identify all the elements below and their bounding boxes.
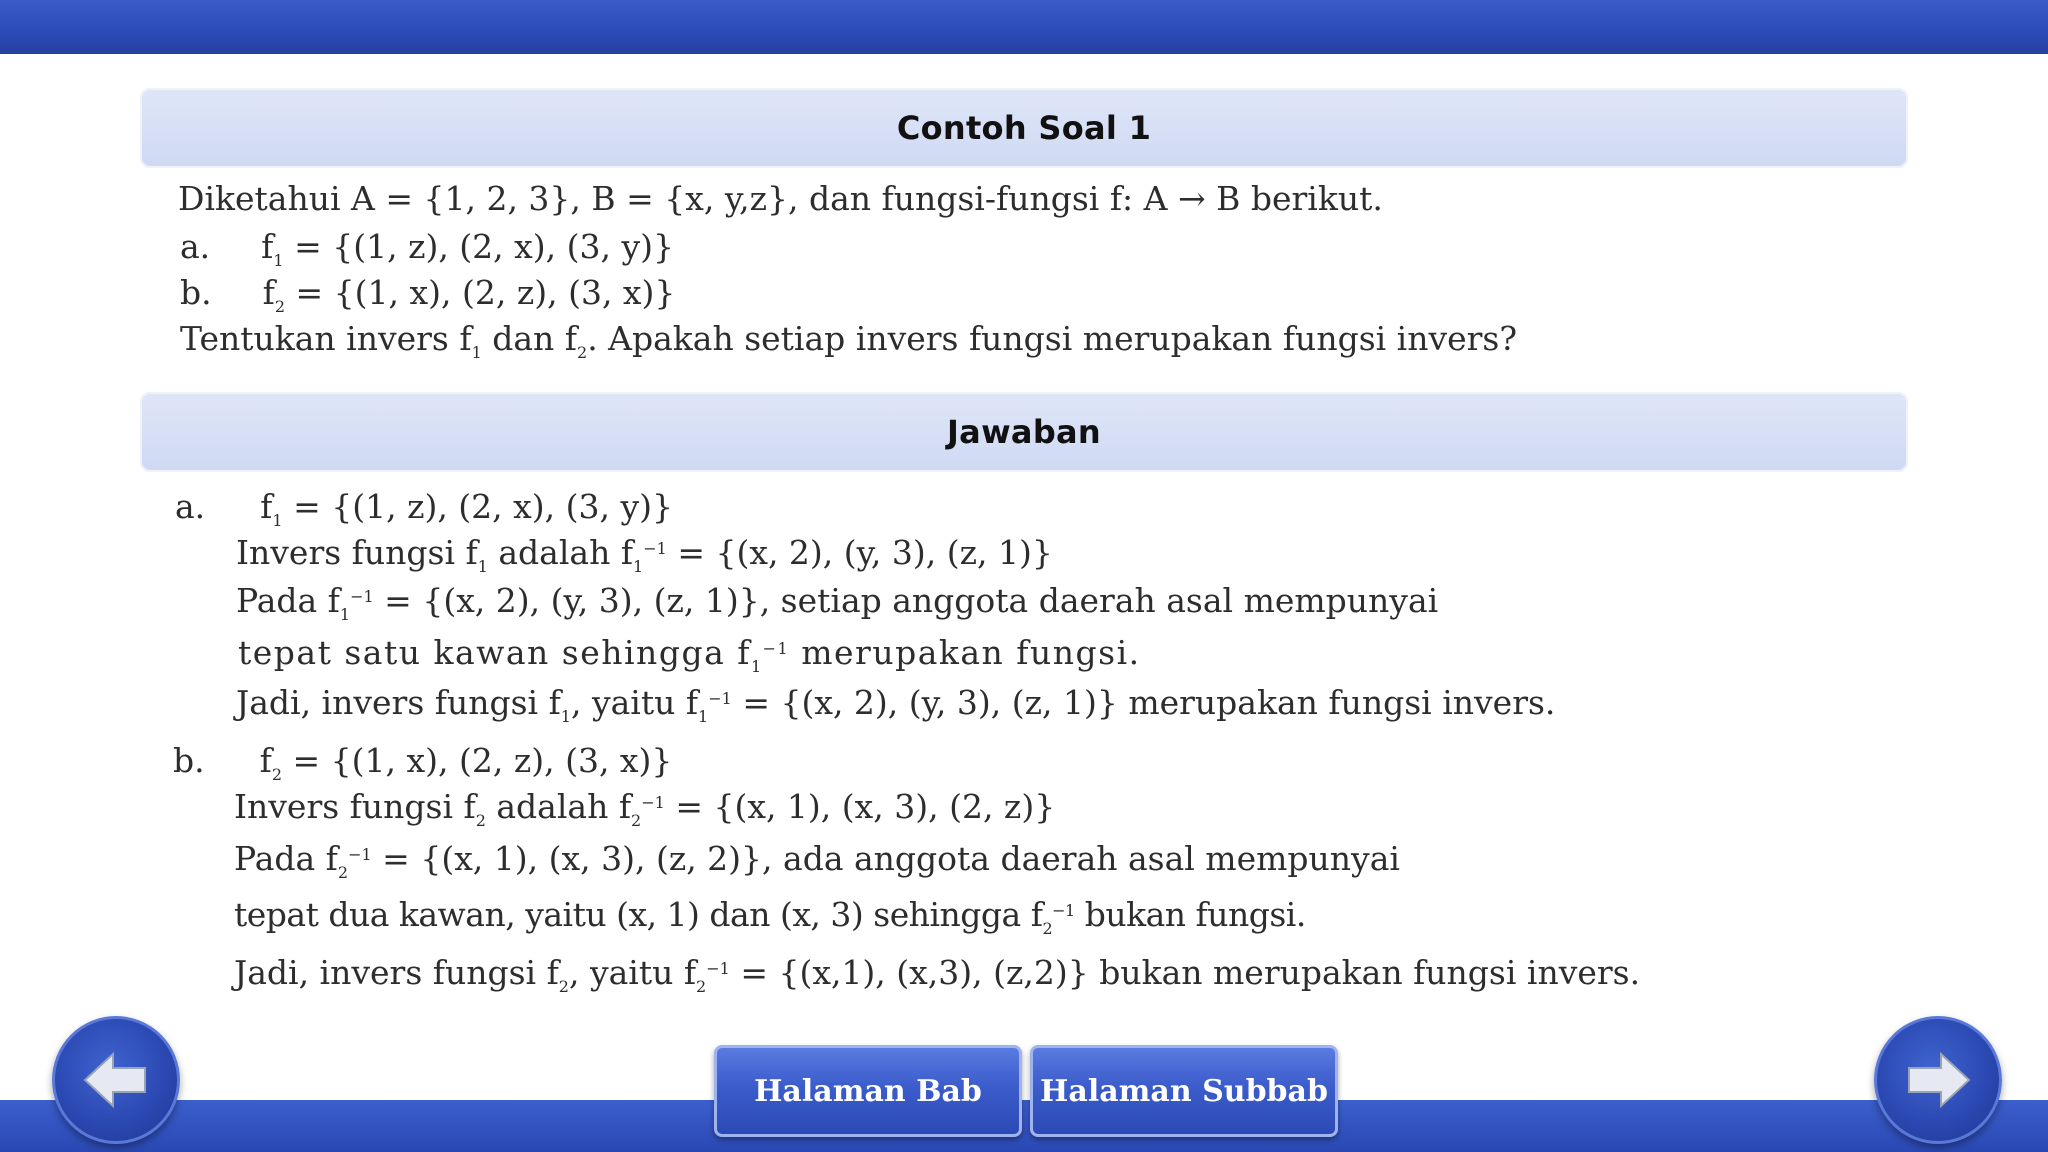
answer-item-b: b. $f_2 = \{(1$, x), (2, z), (3, x)} bbox=[173, 741, 673, 784]
answer-b-conclusion: Jadi, invers fungsi $f_2$, yaitu $f_2^{-1} = \{(x,1)$, (x,3), (z,2)} bukan merupakan fungsi invers. bbox=[234, 953, 1641, 996]
question-item-a-text: = {(1, z), (2, x), (3, y)} bbox=[294, 227, 674, 266]
bottom-bar bbox=[0, 1100, 2048, 1152]
answer-a-kawan: tepat satu kawan sehingga $f_1^{-1}$ merupakan fungsi. bbox=[238, 633, 1141, 676]
arrow-left-icon bbox=[81, 1050, 151, 1110]
halaman-subbab-button[interactable] bbox=[1030, 1045, 1338, 1137]
question-intro: Diketahui A = {1, 2, 3}, B = {x, y,z}, dan fungsi-fungsi f: A → B berikut. bbox=[178, 179, 1383, 218]
top-bar bbox=[0, 0, 2048, 54]
answer-header bbox=[140, 392, 1908, 472]
previous-page-button[interactable] bbox=[52, 1016, 180, 1144]
answer-header-title: Jawaban bbox=[946, 413, 1102, 451]
arrow-right-icon bbox=[1903, 1050, 1973, 1110]
answer-b-pada: Pada $f_2^{-1} = \{(x$, 1), (x, 3), (z, 2)}, ada anggota daerah asal mempunyai bbox=[234, 839, 1400, 882]
question-item-b: b. $f_2 = \{(1$, x), (2, z), (3, x)} bbox=[180, 273, 676, 316]
question-item-b-text: = {(1, x), (2, z), (3, x)} bbox=[295, 273, 676, 312]
answer-a-inverse: Invers fungsi $f_1$ adalah $f_1^{-1} = \{(x$, 2), (y, 3), (z, 1)} bbox=[236, 533, 1053, 576]
question-item-b-label: b. bbox=[180, 273, 212, 312]
halaman-bab-label: Halaman Bab bbox=[754, 1073, 982, 1109]
halaman-bab-button[interactable] bbox=[714, 1045, 1022, 1137]
question-header bbox=[140, 88, 1908, 168]
question-task: Tentukan invers $f_1$ dan $f_2$. Apakah setiap invers fungsi merupakan fungsi invers? bbox=[180, 319, 1518, 362]
question-item-a-label: a. bbox=[180, 227, 211, 266]
answer-b-kawan: tepat dua kawan, yaitu (x, 1) dan (x, 3) sehingga $f_2^{-1}$ bukan fungsi. bbox=[234, 895, 1306, 938]
answer-a-pada: Pada $f_1^{-1} = \{(x$, 2), (y, 3), (z, 1)}, setiap anggota daerah asal mempunyai bbox=[236, 581, 1439, 624]
halaman-subbab-label: Halaman Subbab bbox=[1040, 1073, 1328, 1109]
answer-item-a-label: a. bbox=[175, 487, 206, 526]
question-item-a: a. $f_1 = \{(1$, z), (2, x), (3, y)} bbox=[180, 227, 674, 270]
answer-a-conclusion: Jadi, invers fungsi $f_1$, yaitu $f_1^{-1} = \{(x$, 2), (y, 3), (z, 1)} merupakan fungsi invers. bbox=[236, 683, 1556, 726]
question-header-title: Contoh Soal 1 bbox=[896, 109, 1152, 147]
answer-item-b-label: b. bbox=[173, 741, 205, 780]
answer-item-a: a. $f_1 = \{(1$, z), (2, x), (3, y)} bbox=[175, 487, 673, 530]
answer-b-inverse: Invers fungsi $f_2$ adalah $f_2^{-1} = \{(x$, 1), (x, 3), (2, z)} bbox=[234, 787, 1056, 830]
next-page-button[interactable] bbox=[1874, 1016, 2002, 1144]
